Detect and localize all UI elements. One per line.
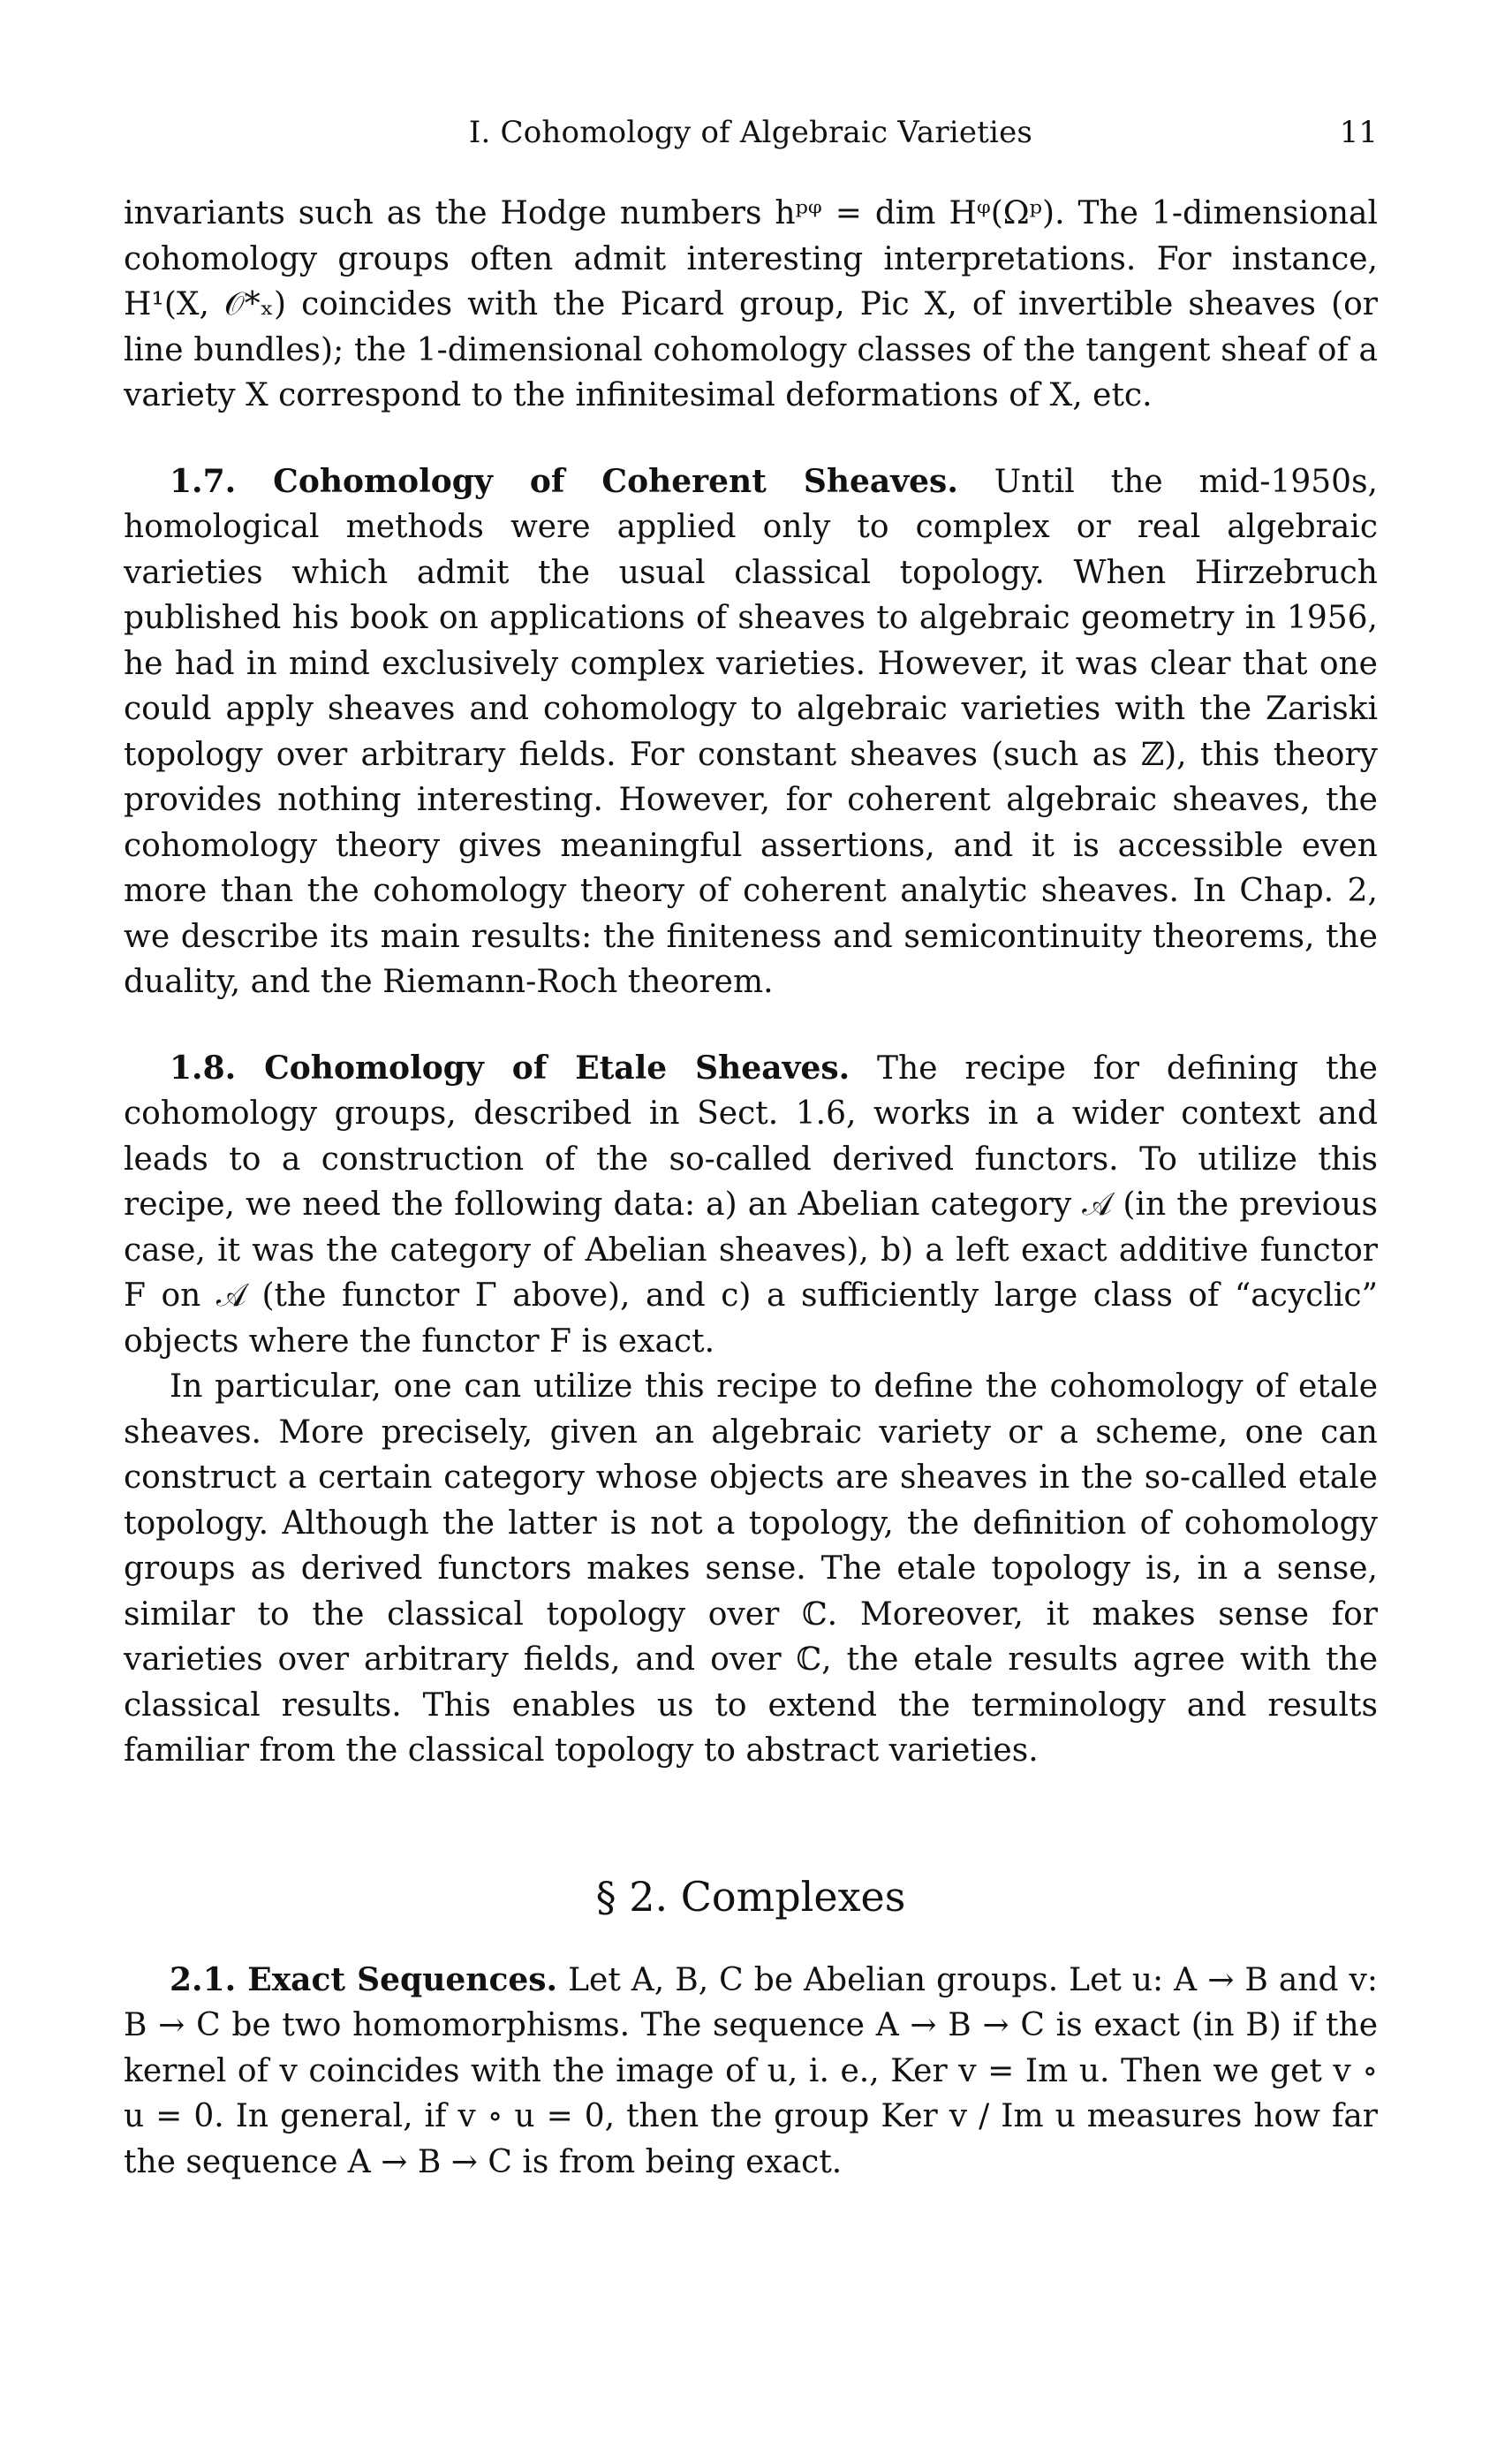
book-page (124, 106, 1378, 2368)
section-1-8-continuation: In particular, one can utilize this recipe to define the cohomology of etale sheaves. More precisely, given an algebraic variety or a scheme, one can construct a certain category whose objects are sheaves in the so-called etale topology. Although the latter is not a topology, the definition of cohomology groups as derived functors makes sense. The etale topology is, in a sense, similar to the classical topology over ℂ. Moreover, it makes sense for varieties over arbitrary fields, and over ℂ, the etale results agree with the classical results. This enables us to extend the terminology and results familiar from the classical topology to abstract varieties. (124, 1368, 1378, 1769)
intro-paragraph: invariants such as the Hodge numbers hᵖᵠ = dim Hᵠ(Ωᵖ). The 1-dimensional cohomology groups often admit interesting interpretations. For instance, H¹(X, 𝒪*ₓ) coincides with the Picard group, Pic X, of invertible sheaves (or line bundles); the 1-dimensional cohomology classes of the tangent sheaf of a variety X correspond to the infinitesimal deformations of X, etc. (124, 195, 1378, 413)
section-1-7-paragraph (124, 459, 1378, 1005)
section-1-7-heading: 1.7. Cohomology of Coherent Sheaves. (170, 462, 958, 500)
section-2-1-text: Let A, B, C be Abelian groups. Let u: A → B and v: B → C be two homomorphisms. The sequence A → B → C is exact (in B) if the kernel of v coincides with the image of u, i. e., Ker v = Im u. Then we get v ∘ u = 0. In general, if v ∘ u = 0, then the group Ker v / Im u measures how far the sequence A → B → C is from being exact. (124, 1961, 1378, 2180)
section-1-8-heading: 1.8. Cohomology of Etale Sheaves. (170, 1049, 850, 1087)
running-head (124, 106, 1378, 159)
section-2-1-paragraph (124, 1958, 1378, 2186)
section-1-8-paragraph (124, 1046, 1378, 1365)
section-1-7-text: Until the mid-1950s, homological methods were applied only to complex or real algebraic varieties which admit the usual classical topology. When Hirzebruch published his book on applications of sheaves to algebraic geometry in 1956, he had in mind exclusively complex varieties. However, it was clear that one could apply sheaves and cohomology to algebraic varieties with the Zariski topology over arbitrary fields. For constant sheaves (such as ℤ), this theory provides nothing interesting. However, for coherent algebraic sheaves, the cohomology theory gives meaningful assertions, and it is accessible even more than the cohomology theory of coherent analytic sheaves. In Chap. 2, we describe its main results: the finiteness and semicontinuity theorems, the duality, and the Riemann-Roch theorem. (124, 463, 1379, 1000)
section-1-8-text: The recipe for defining the cohomology groups, described in Sect. 1.6, works in a wider context and leads to a construction of the so-called derived functors. To utilize this recipe, we need the following data: a) an Abelian category 𝒜 (in the previous case, it was the category of Abelian sheaves), b) a left exact additive functor F on 𝒜 (the functor Γ above), and c) a sufficiently large class of “acyclic” objects where the functor F is exact. (124, 1050, 1378, 1360)
chapter-heading: § 2. Complexes (595, 1872, 906, 1921)
running-title: I. Cohomology of Algebraic Varieties (468, 115, 1033, 150)
page-number: 11 (1339, 115, 1378, 150)
section-2-1-heading: 2.1. Exact Sequences. (170, 1960, 558, 1998)
